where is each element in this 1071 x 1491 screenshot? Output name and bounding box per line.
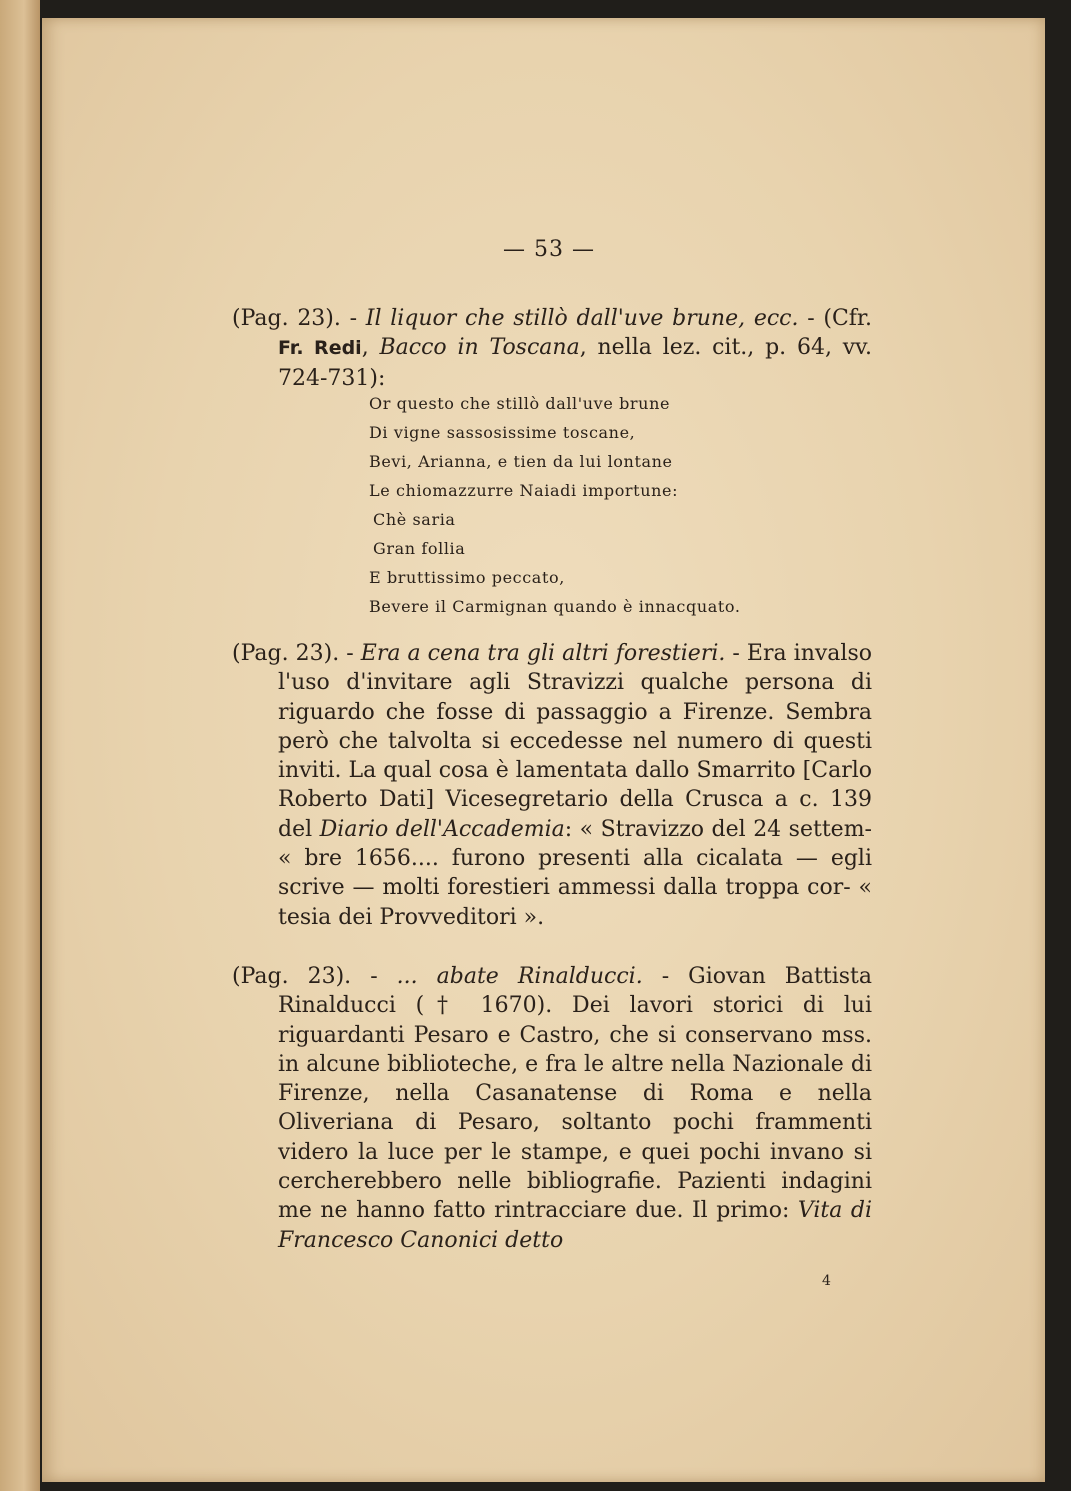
note-3-heading: ... abate Rinalducci. (396, 964, 643, 989)
verse-line: Le chiomazzurre Naiadi importune: (369, 481, 679, 500)
note-3-ref: (Pag. 23). (232, 964, 352, 989)
note-3-work: Vita di Francesco Canonici detto (278, 1198, 872, 1253)
signature-mark: 4 (822, 1273, 831, 1289)
adjacent-page-edge (0, 0, 40, 1491)
note-1-author: Fr. Redi (278, 337, 362, 360)
note-2-body: - Era invalso l'uso d'invitare agli Stravizzi qualche persona di riguardo che fosse di passaggio a Firenze. Sembra però che talvolta si eccedesse nel numero di questi inviti. La qual cosa è lamentata dallo Smarrito [Carlo Roberto Dati] Vicesegretario della Crusca a c. 139 del (278, 641, 872, 842)
note-1-sep: - (340, 306, 366, 331)
note-1-heading: Il liquor che stillò dall'uve brune, ecc. (365, 306, 799, 331)
verse-line: E bruttissimo peccato, (369, 568, 565, 587)
verse-line: Or questo che stillò dall'uve brune (369, 394, 671, 413)
note-1-comma: , (361, 335, 380, 361)
note-3-sep: - (351, 964, 397, 989)
note-1 (232, 304, 872, 393)
note-3 (232, 962, 872, 1255)
note-1-citation: , nella lez. cit., p. 64, vv. 724-731): (278, 335, 872, 391)
note-1-work: Bacco in Toscana (379, 335, 580, 361)
note-3-body: - Giovan Battista Rinalducci († 1670). Dei lavori storici di lui riguardanti Pesaro e Castro, che si conservano mss. in alcune biblioteche, e fra le altre nella Nazionale di Firenze, nella Casanatense di Roma e nella Oliveriana di Pesaro, soltanto pochi frammenti videro la luce per le stampe, e quei pochi invano si cercherebbero nelle bibliografie. Pazienti indagini me ne hanno fatto rintracciare due. Il primo: (278, 964, 873, 1224)
page-number: — 53 — (503, 237, 595, 262)
verse-line: Gran follia (373, 539, 466, 558)
verse-line: Chè saria (373, 510, 456, 529)
note-2-quote: : « Stravizzo del 24 settem- « bre 1656.... furono presenti alla cicalata — egli scrive — molti forestieri ammessi dalla troppa cor- « tesia dei Provveditori ». (278, 816, 872, 930)
verse-quotation (369, 389, 789, 621)
note-1-cfr: - (Cfr. (798, 306, 873, 331)
book-page (42, 18, 1045, 1482)
verse-line: Bevi, Arianna, e tien da lui lontane (369, 452, 673, 471)
note-2-work: Diario dell'Accademia (319, 816, 565, 842)
verse-line: Bevere il Carmignan quando è innacquato. (369, 597, 741, 616)
note-2-heading: Era a cena tra gli altri forestieri. (360, 641, 726, 666)
note-2-sep: - (339, 641, 361, 666)
note-1-ref: (Pag. 23). (232, 306, 341, 331)
note-2 (232, 639, 872, 932)
note-2-ref: (Pag. 23). (232, 641, 340, 666)
verse-line: Di vigne sassosissime toscane, (369, 423, 636, 442)
